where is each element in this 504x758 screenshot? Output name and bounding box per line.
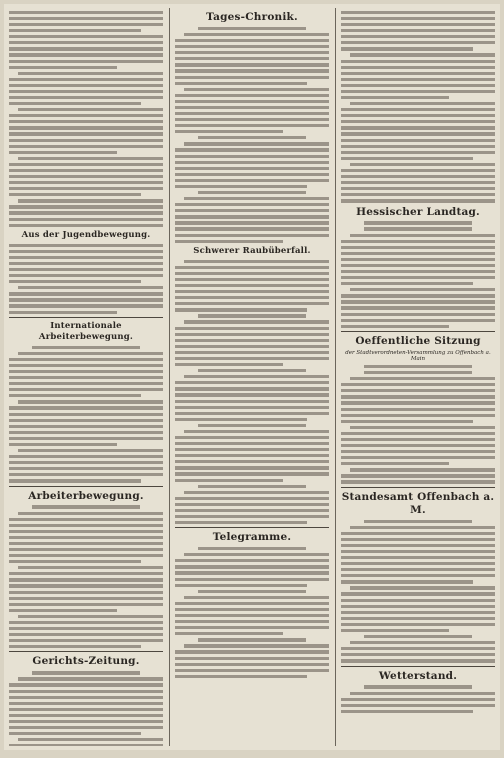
text-block — [9, 11, 163, 227]
section-heading: Telegramme. — [212, 531, 292, 544]
column-left — [9, 8, 163, 746]
divider — [9, 486, 163, 487]
text-block — [341, 685, 495, 713]
section-heading: Oeffentliche Sitzung — [355, 334, 481, 347]
divider — [341, 487, 495, 488]
column-right — [335, 8, 495, 746]
text-block — [9, 346, 163, 483]
section-subheading: der Stadtverordneten-Versammlung zu Offenbach a. Main — [345, 349, 491, 362]
text-block — [9, 671, 163, 746]
divider — [9, 651, 163, 652]
section-heading: Standesamt Offenbach a. M. — [341, 490, 495, 516]
section-heading: Aus der Jugendbewegung. — [21, 229, 151, 240]
text-block — [341, 11, 495, 203]
text-block — [341, 520, 495, 663]
column-middle — [169, 8, 329, 746]
text-block — [9, 505, 163, 648]
section-heading: Tages-Chronik. — [206, 11, 298, 23]
section-heading: Gerichts-Zeitung. — [32, 655, 140, 668]
text-block — [341, 221, 495, 328]
newspaper-page — [4, 4, 500, 750]
section-heading: Wetterstand. — [378, 669, 458, 682]
text-block — [175, 27, 329, 243]
text-block — [9, 244, 163, 314]
text-block — [175, 260, 329, 525]
divider — [175, 527, 329, 528]
text-block — [341, 365, 495, 484]
section-heading: Internationale Arbeiterbewegung. — [38, 320, 134, 342]
section-heading: Arbeiterbewegung. — [28, 489, 144, 502]
section-heading: Hessischer Landtag. — [356, 205, 480, 218]
divider — [341, 666, 495, 667]
divider — [9, 317, 163, 318]
text-block — [175, 547, 329, 678]
section-heading: Schwerer Raubüberfall. — [193, 245, 311, 256]
divider — [341, 331, 495, 332]
